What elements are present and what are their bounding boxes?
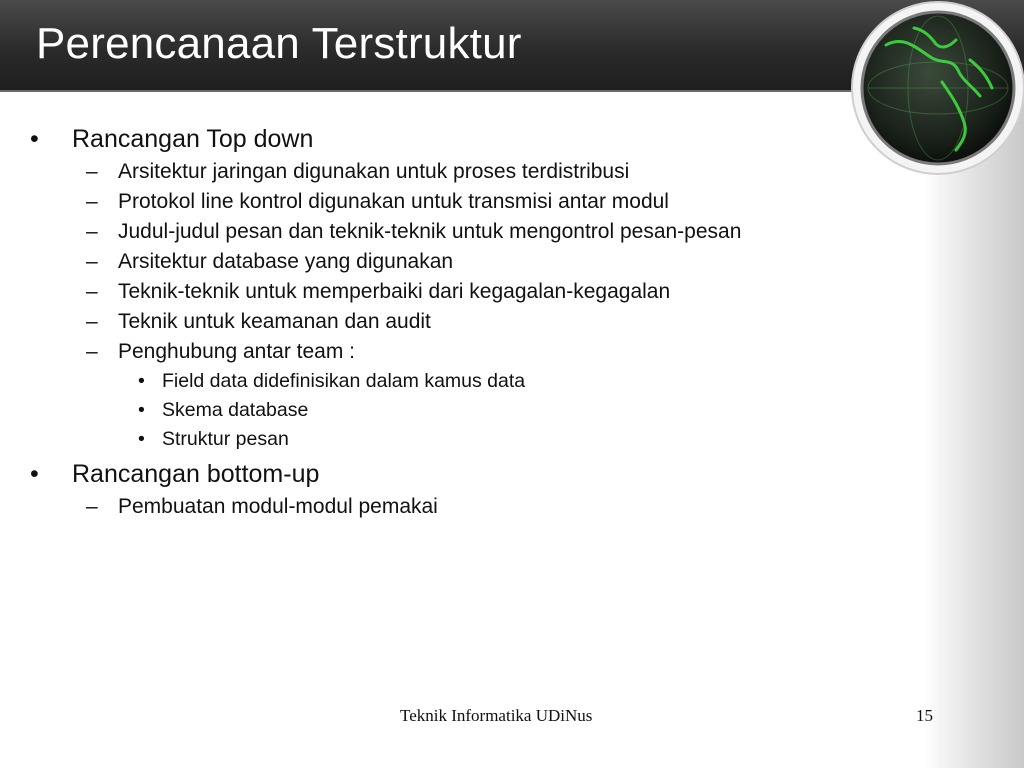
bullet-level2: – Arsitektur jaringan digunakan untuk proses terdistribusi (0, 159, 880, 184)
list-item (0, 459, 880, 519)
bullet-level2: – Protokol line kontrol digunakan untuk transmisi antar modul (0, 189, 880, 214)
slide-title: Perencanaan Terstruktur (36, 19, 522, 68)
bullet-level3: • Field data didefinisikan dalam kamus data (0, 369, 880, 393)
bullet-level1: • Rancangan bottom-up (0, 459, 880, 489)
bullet-list (0, 124, 880, 519)
footer-text: Teknik Informatika UDiNus (400, 706, 593, 725)
slide-content (0, 124, 880, 519)
bullet-level2: – Judul-judul pesan dan teknik-teknik untuk mengontrol pesan-pesan (0, 219, 880, 244)
bullet-level3: • Skema database (0, 398, 880, 422)
bullet-level2: – Pembuatan modul-modul pemakai (0, 494, 880, 519)
bullet-level3: • Struktur pesan (0, 427, 880, 451)
bullet-level2: – Arsitektur database yang digunakan (0, 249, 880, 274)
page-number: 15 (916, 706, 933, 725)
bullet-level2: – Teknik untuk keamanan dan audit (0, 309, 880, 334)
list-item (0, 124, 880, 451)
bullet-level2: – Penghubung antar team : (0, 339, 880, 364)
bullet-level2: – Teknik-teknik untuk memperbaiki dari kegagalan-kegagalan (0, 279, 880, 304)
bullet-level1: • Rancangan Top down (0, 124, 880, 154)
